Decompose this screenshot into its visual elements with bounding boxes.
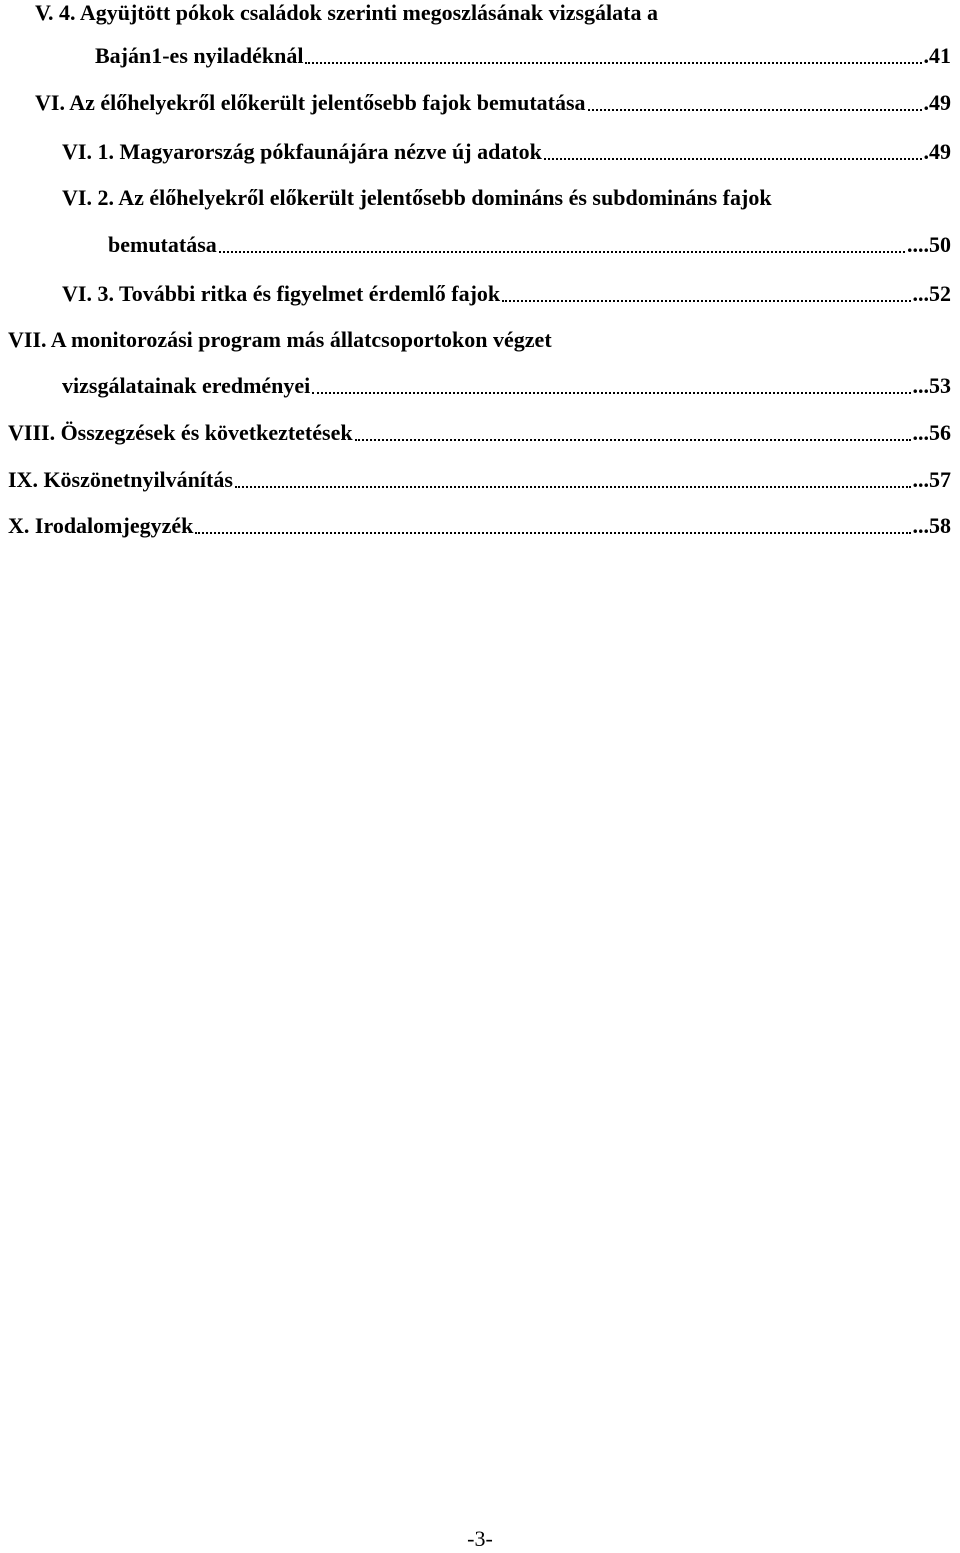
toc-entry-v4-text-line2: Baján1-es nyiladéknál <box>95 43 304 68</box>
toc-leader-dots <box>235 486 911 488</box>
toc-entry-vi-page: .49 <box>923 90 951 115</box>
toc-entry-ix-page: ...57 <box>912 467 951 492</box>
toc-leader-dots <box>312 392 910 394</box>
toc-entry-vi2-title <box>0 183 960 213</box>
toc-entry-v4-title <box>0 0 960 28</box>
toc-entry-vii-page: ...53 <box>912 373 951 398</box>
toc-entry-vi[interactable] <box>0 88 960 118</box>
toc-entry-vii-text-line2: vizsgálatainak eredményei <box>62 373 311 398</box>
toc-leader-dots <box>355 439 911 441</box>
toc-entry-ix-text: IX. Köszönetnyilvánítás <box>8 467 233 492</box>
toc-entry-v4-page: .41 <box>923 43 951 68</box>
toc-entry-vi3-page: ...52 <box>912 281 951 306</box>
toc-entry-vi2-text-line2: bemutatása <box>108 232 217 257</box>
page-number: -3- <box>467 1526 493 1551</box>
toc-entry-vii-title <box>0 325 960 355</box>
toc-leader-dots <box>502 300 910 302</box>
toc-leader-dots <box>195 532 910 534</box>
toc-entry-v4[interactable] <box>0 41 960 71</box>
toc-entry-ix[interactable] <box>0 465 960 495</box>
toc-entry-vi2-text-line1: VI. 2. Az élőhelyekről előkerült jelentősebb domináns és subdomináns fajok <box>62 185 772 210</box>
toc-entry-vii-text-line1: VII. A monitorozási program más állatcsoportokon végzet <box>8 327 552 352</box>
toc-entry-vi2[interactable] <box>0 230 960 260</box>
toc-entry-vi2-page: ....50 <box>907 232 951 257</box>
toc-entry-x-page: ...58 <box>912 513 951 538</box>
toc-entry-vi-text: VI. Az élőhelyekről előkerült jelentősebb fajok bemutatása <box>35 90 586 115</box>
toc-leader-dots <box>544 158 922 160</box>
toc-entry-x-text: X. Irodalomjegyzék <box>8 513 194 538</box>
toc-entry-vi1-text: VI. 1. Magyarország pókfaunájára nézve új adatok <box>62 139 542 164</box>
toc-leader-dots <box>305 62 921 64</box>
toc-entry-viii-text: VIII. Összegzések és következtetések <box>8 420 353 445</box>
toc-entry-viii-page: ...56 <box>912 420 951 445</box>
toc-entry-x[interactable] <box>0 511 960 541</box>
toc-leader-dots <box>219 251 905 253</box>
toc-entry-viii[interactable] <box>0 418 960 448</box>
toc-entry-v4-text-line1: V. 4. Agyüjtött pókok családok szerinti megoszlásának vizsgálata a <box>35 0 658 25</box>
toc-entry-vi1[interactable] <box>0 137 960 167</box>
toc-entry-vi3-text: VI. 3. További ritka és figyelmet érdemlő fajok <box>62 281 501 306</box>
toc-leader-dots <box>588 109 922 111</box>
toc-entry-vii[interactable] <box>0 371 960 401</box>
toc-entry-vi3[interactable] <box>0 279 960 309</box>
toc-entry-vi1-page: .49 <box>923 139 951 164</box>
